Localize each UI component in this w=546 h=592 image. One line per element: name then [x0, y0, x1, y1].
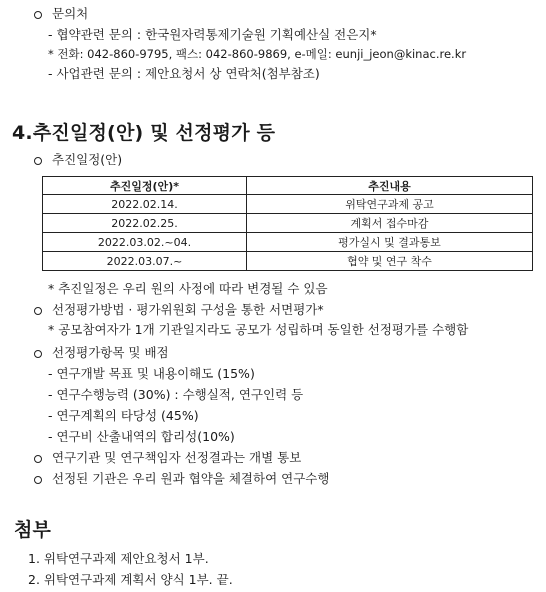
eval-item: - 연구개발 목표 및 내용이해도 (15%)	[48, 366, 255, 381]
notice-text: 연구기관 및 연구책임자 선정결과는 개별 통보	[52, 450, 302, 465]
eval-method-row	[34, 302, 324, 318]
table-cell-content: 협약 및 연구 착수	[247, 252, 533, 271]
bullet-circle-icon	[34, 476, 42, 484]
table-row	[43, 233, 533, 252]
section4-heading: 4.추진일정(안) 및 선정평가 등	[12, 122, 276, 144]
contact-title: 문의처	[52, 6, 89, 21]
notice-row	[34, 450, 301, 466]
table-cell-date: 2022.03.07.~	[43, 252, 247, 271]
bullet-circle-icon	[34, 455, 42, 463]
schedule-table	[42, 176, 533, 271]
table-cell-date: 2022.03.02.~04.	[43, 233, 247, 252]
eval-item: - 연구계획의 타당성 (45%)	[48, 408, 199, 423]
table-cell-date: 2022.02.25.	[43, 214, 247, 233]
table-row	[43, 252, 533, 271]
bullet-circle-icon	[34, 157, 42, 165]
table-cell-content: 위탁연구과제 공고	[247, 195, 533, 214]
contact-line-phone-email: * 전화: 042-860-9795, 팩스: 042-860-9869, e-메일: eunji_jeon@kinac.re.kr	[48, 47, 467, 61]
contract-row	[34, 471, 329, 487]
contract-text: 선정된 기관은 우리 원과 협약을 체결하여 연구수행	[52, 471, 330, 486]
table-header-cell: 추진일정(안)*	[43, 177, 247, 195]
eval-items-title-row	[34, 345, 169, 361]
schedule-title: 추진일정(안)	[52, 152, 123, 167]
table-header-cell: 추진내용	[247, 177, 533, 195]
eval-method-note: * 공모참여자가 1개 기관일지라도 공모가 성립하며 동일한 선정평가를 수행함	[48, 322, 469, 337]
attachment-item: 1. 위탁연구과제 제안요청서 1부.	[28, 551, 209, 566]
bullet-circle-icon	[34, 350, 42, 358]
eval-item: - 연구수행능력 (30%) : 수행실적, 연구인력 등	[48, 387, 304, 402]
table-cell-content: 계획서 접수마감	[247, 214, 533, 233]
table-row	[43, 214, 533, 233]
schedule-title-row	[34, 152, 122, 168]
table-cell-content: 평가실시 및 결과통보	[247, 233, 533, 252]
schedule-note: * 추진일정은 우리 원의 사정에 따라 변경될 수 있음	[48, 281, 328, 296]
bullet-circle-icon	[34, 11, 42, 19]
eval-items-title: 선정평가항목 및 배점	[52, 345, 169, 360]
table-header-row	[43, 177, 533, 195]
eval-item: - 연구비 산출내역의 합리성(10%)	[48, 429, 235, 444]
table-row	[43, 195, 533, 214]
eval-method: 선정평가방법 · 평가위원회 구성을 통한 서면평가*	[52, 302, 324, 317]
contact-line-agreement: - 협약관련 문의 : 한국원자력통제기술원 기획예산실 전은지*	[48, 27, 377, 42]
contact-section	[34, 6, 88, 22]
contact-line-project: - 사업관련 문의 : 제안요청서 상 연락처(첨부참조)	[48, 66, 320, 81]
attachment-item: 2. 위탁연구과제 계획서 양식 1부. 끝.	[28, 572, 233, 587]
bullet-circle-icon	[34, 307, 42, 315]
table-cell-date: 2022.02.14.	[43, 195, 247, 214]
attachments-heading: 첨부	[14, 519, 52, 541]
